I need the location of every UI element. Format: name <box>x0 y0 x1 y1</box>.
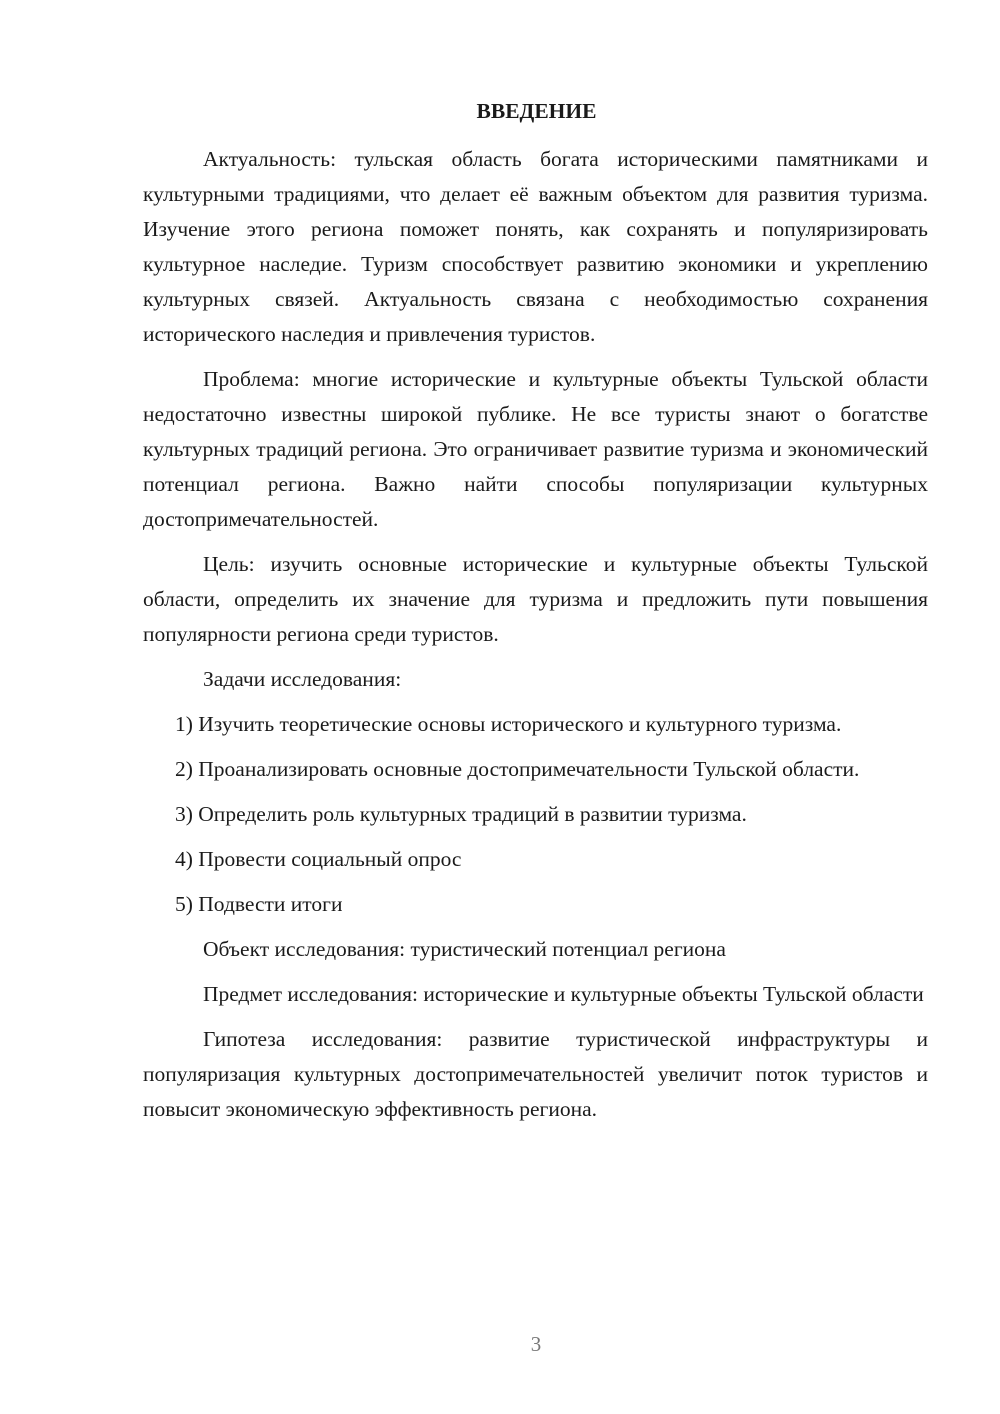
problem-paragraph: Проблема: многие исторические и культурные объекты Тульской области недостаточно известны широкой публике. Не все туристы знают о богатстве культурных традиций региона. Это ограничивает развитие туризма и экономический потенциал региона. Важно найти способы популяризации культурных достопримечательностей. <box>143 367 928 531</box>
goal-paragraph: Цель: изучить основные исторические и культурные объекты Тульской области, определить их значение для туризма и предложить пути повышения популярности региона среди туристов. <box>143 552 928 646</box>
object-paragraph: Объект исследования: туристический потенциал региона <box>203 937 726 961</box>
task-item-1: 1) Изучить теоретические основы исторического и культурного туризма. <box>175 712 842 736</box>
page-number: 3 <box>530 1332 542 1356</box>
task-item-5: 5) Подвести итоги <box>175 892 343 916</box>
section-title: ВВЕДЕНИЕ <box>476 99 597 123</box>
task-item-2: 2) Проанализировать основные достопримечательности Тульской области. <box>175 757 860 781</box>
subject-paragraph: Предмет исследования: исторические и культурные объекты Тульской области <box>203 982 924 1006</box>
relevance-paragraph: Актуальность: тульская область богата историческими памятниками и культурными традициями, что делает её важным объектом для развития туризма. Изучение этого региона поможет понять, как сохранять и популяризировать культурное наследие. Туризм способствует развитию экономики и укреплению культурных связей. Актуальность связана с необходимостью сохранения исторического наследия и привлечения туристов. <box>143 147 928 346</box>
task-item-4: 4) Провести социальный опрос <box>175 847 462 871</box>
hypothesis-paragraph: Гипотеза исследования: развитие туристической инфраструктуры и популяризация культурных достопримечательностей увеличит поток туристов и повысит экономическую эффективность региона. <box>143 1027 928 1121</box>
task-item-3: 3) Определить роль культурных традиций в развитии туризма. <box>175 802 747 826</box>
page-content <box>143 94 928 1127</box>
tasks-heading: Задачи исследования: <box>203 667 402 691</box>
